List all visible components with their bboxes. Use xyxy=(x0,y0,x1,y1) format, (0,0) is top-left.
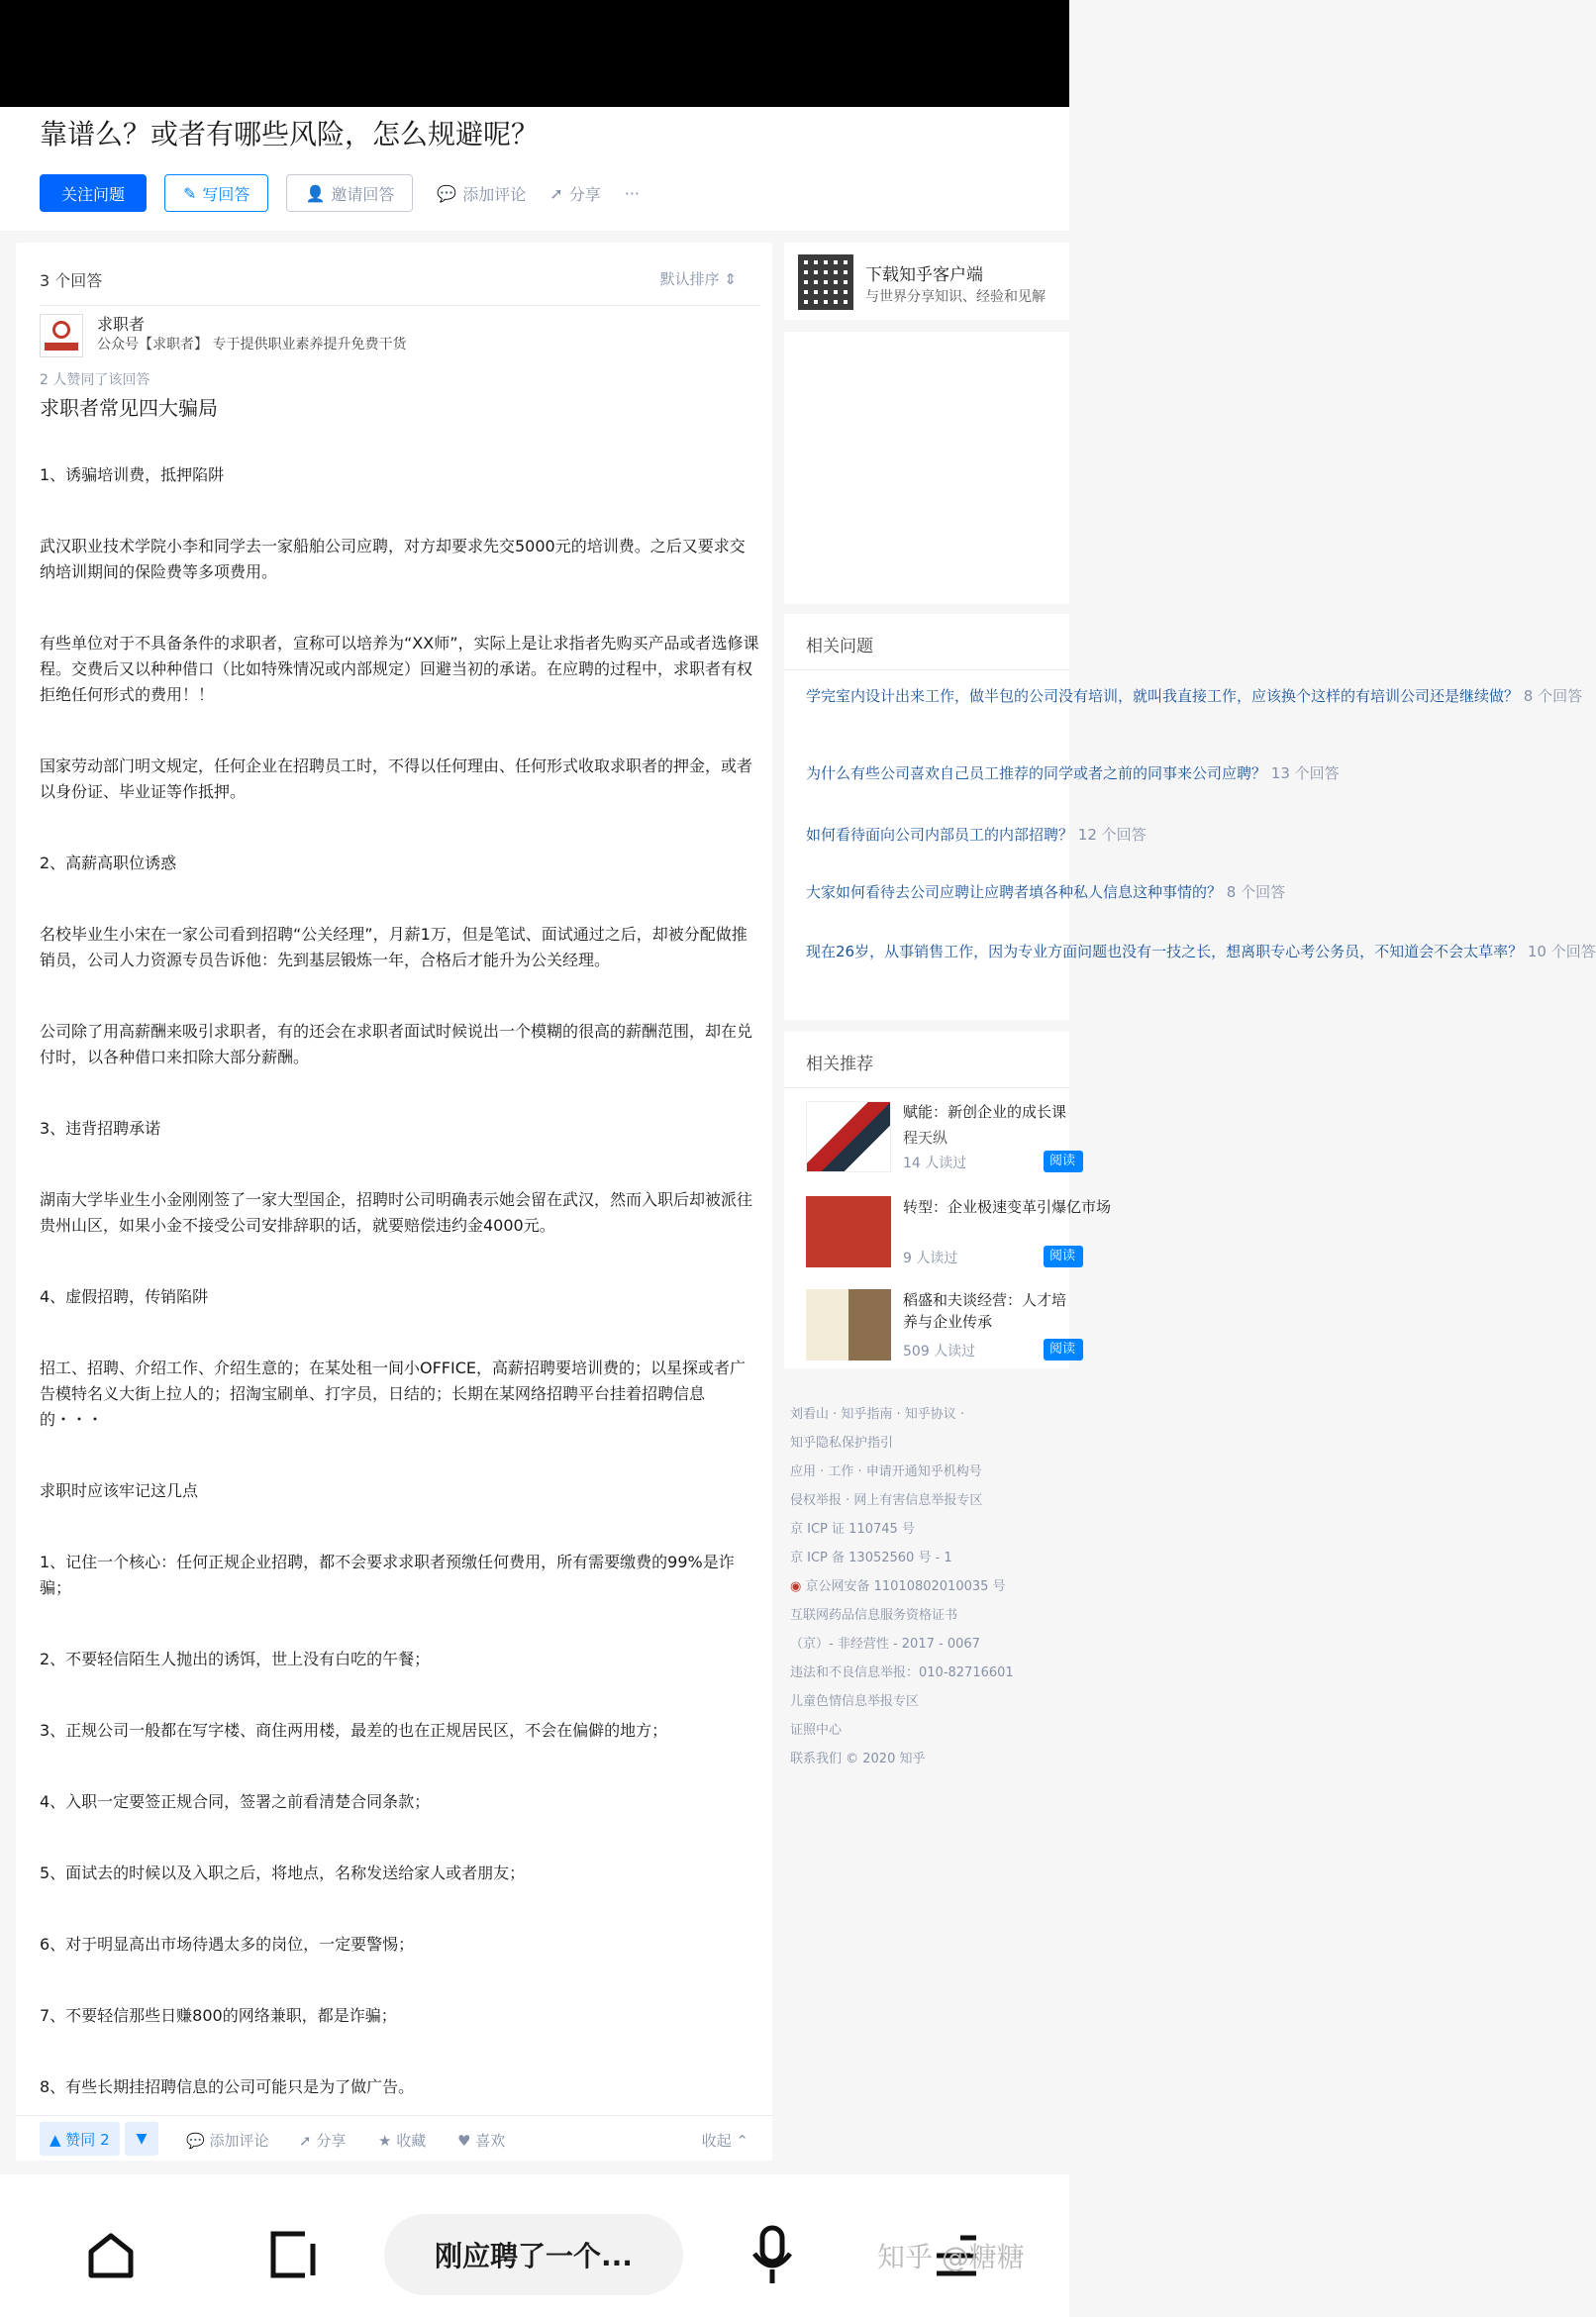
app-download-title: 下载知乎客户端 xyxy=(865,265,983,285)
paragraph: 名校毕业生小宋在一家公司看到招聘“公关经理”，月薪1万，但是笔试、面试通过之后，却被分配做推销员，公司人力资源专员告诉他：先到基层锻炼一年，合格后才能升为公关经理。 xyxy=(40,925,748,969)
avatar[interactable] xyxy=(40,314,83,357)
likes-summary: 2 人赞同了该回答 xyxy=(40,372,150,388)
recommendation-item[interactable] xyxy=(806,1196,1112,1279)
recommendation-title: 赋能：新创企业的成长课 xyxy=(903,1103,1067,1121)
more-button[interactable]: ··· xyxy=(624,183,640,203)
paragraph: 1、诱骗培训费，抵押陷阱 xyxy=(40,465,225,484)
answer-heading: 求职者常见四大骗局 xyxy=(40,396,218,420)
home-icon[interactable] xyxy=(83,2228,139,2283)
related-question-count: 10 个回答 xyxy=(1527,943,1596,960)
follow-question-button[interactable]: 关注问题 xyxy=(40,174,147,212)
like-label: 喜欢 xyxy=(475,2132,506,2150)
chevron-up-icon: ⌃ xyxy=(736,2132,748,2150)
paragraph: 有些单位对于不具备条件的求职者，宣称可以培养为“XX师”，实际上是让求指者先购买产品或者选修课程。交费后又以种种借口（比如特殊情况或内部规定）回避当初的承诺。在应聘的过程中，求职者有权拒绝任何形式的费用！！ xyxy=(40,634,759,704)
footer-link[interactable]: 知乎隐私保护指引 xyxy=(790,1436,894,1451)
paragraph: 3、正规公司一般都在写字楼、商住两用楼，最差的也在正规居民区，不会在偏僻的地方； xyxy=(40,1721,668,1740)
paragraph: 湖南大学毕业生小金刚刚签了一家大型国企，招聘时公司明确表示她会留在武汉，然而入职后却被派往贵州山区，如果小金不接受公司安排辞职的话，就要赔偿违约金4000元。 xyxy=(40,1190,753,1235)
add-comment-label: 添加评论 xyxy=(462,184,527,204)
recommendation-item[interactable] xyxy=(806,1289,1076,1372)
paragraph: 2、不要轻信陌生人抛出的诱饵，世上没有白吃的午餐； xyxy=(40,1650,431,1668)
related-question[interactable] xyxy=(806,941,1596,962)
footer-link[interactable]: 儿童色情信息举报专区 xyxy=(790,1694,920,1709)
related-question-text: 如何看待面向公司内部员工的内部招聘？ xyxy=(806,826,1074,844)
star-icon: ★ xyxy=(378,2132,397,2150)
author-description: 公众号【求职者】 专于提供职业素养提升免费干货 xyxy=(97,337,407,353)
invite-answer-button[interactable] xyxy=(286,174,413,212)
footer-text: （京）- 非经营性 - 2017 - 0067 xyxy=(790,1637,980,1652)
author-name[interactable]: 求职者 xyxy=(97,315,146,334)
paragraph: 5、面试去的时候以及入职之后，将地点，名称发送给家人或者朋友； xyxy=(40,1864,526,1882)
footer-text xyxy=(790,1572,1069,1601)
app-download-subtitle: 与世界分享知识、经验和见解 xyxy=(865,289,1046,305)
paragraph: 8、有些长期挂招聘信息的公司可能只是为了做广告。 xyxy=(40,2077,415,2096)
read-button[interactable]: 阅读 xyxy=(1044,1151,1083,1172)
recommendation-reads: 14 人读过 xyxy=(903,1156,967,1171)
comment-icon: 💬 xyxy=(186,2132,210,2150)
footer-link[interactable]: 侵权举报 · 网上有害信息举报专区 xyxy=(790,1493,983,1508)
comment-label: 添加评论 xyxy=(209,2132,269,2150)
read-button[interactable]: 阅读 xyxy=(1044,1339,1083,1360)
recommendations-card xyxy=(784,1032,1112,1368)
related-questions-card xyxy=(784,614,1596,1020)
footer-link[interactable]: 应用 · 工作 · 申请开通知乎机构号 xyxy=(790,1464,982,1479)
paragraph: 6、对于明显高出市场待遇太多的岗位，一定要警惕； xyxy=(40,1935,415,1954)
write-answer-label: 写回答 xyxy=(202,184,250,204)
collect-button[interactable] xyxy=(378,2130,426,2151)
paragraph: 国家劳动部门明文规定，任何企业在招聘员工时，不得以任何理由、任何形式收取求职者的押金，或者以身份证、毕业证等作抵押。 xyxy=(40,756,753,801)
add-user-icon: 👤 xyxy=(305,183,326,203)
related-question[interactable] xyxy=(806,824,1147,846)
related-question[interactable] xyxy=(806,685,1583,707)
question-header xyxy=(0,107,1069,231)
collect-label: 收藏 xyxy=(396,2132,427,2150)
sort-icon: ⇕ xyxy=(724,270,737,288)
police-badge-icon: ◉ xyxy=(790,1579,806,1594)
share-button[interactable] xyxy=(549,182,600,205)
answers-card xyxy=(16,243,772,2160)
answers-header xyxy=(40,256,760,306)
paragraph: 公司除了用高薪酬来吸引求职者，有的还会在求职者面试时候说出一个模糊的很高的薪酬范围，却在兑付时，以各种借口来扣除大部分薪酬。 xyxy=(40,1022,753,1066)
related-question[interactable] xyxy=(806,762,1340,784)
heart-icon: ♥ xyxy=(457,2132,476,2150)
recommendation-title: 稻盛和夫谈经营：人才培养与企业传承 xyxy=(903,1291,1067,1331)
paragraph: 招工、招聘、介绍工作、介绍生意的；在某处租一间小OFFICE，高薪招聘要培训费的；以星探或者广告模特名义大街上拉人的；招淘宝刷单、打字员，日结的；长期在某网络招聘平台挂着招聘信息的・・・ xyxy=(40,1359,747,1429)
related-question-count: 8 个回答 xyxy=(1226,883,1286,901)
paragraph: 4、虚假招聘，传销陷阱 xyxy=(40,1287,209,1306)
footer-link[interactable]: 证照中心 xyxy=(790,1723,843,1738)
related-question-text: 学完室内设计出来工作，做半包的公司没有培训，就叫我直接工作，应该换个这样的有培训公司还是继续做？ xyxy=(806,687,1520,705)
recommendation-reads: 509 人读过 xyxy=(903,1344,976,1360)
status-bar xyxy=(0,0,1069,107)
paragraph: 武汉职业技术学院小李和同学去一家船舶公司应聘，对方却要求先交5000元的培训费。之后又要求交纳培训期间的保险费等多项费用。 xyxy=(40,537,746,581)
write-answer-button[interactable] xyxy=(164,174,268,212)
add-comment-button[interactable] xyxy=(437,182,526,205)
related-questions-title: 相关问题 xyxy=(806,637,873,656)
paragraph: 2、高薪高职位诱惑 xyxy=(40,854,177,872)
ad-placeholder xyxy=(784,332,1069,604)
sort-dropdown[interactable] xyxy=(660,268,737,289)
sort-label: 默认排序 xyxy=(659,270,720,288)
share-icon: ➚ xyxy=(549,183,563,203)
qr-code-icon xyxy=(798,254,853,310)
recommendation-reads: 9 人读过 xyxy=(903,1251,958,1266)
book-cover xyxy=(806,1196,891,1267)
related-question-text: 大家如何看待去公司应聘让应聘者填各种私人信息这种事情的？ xyxy=(806,883,1223,901)
answer-count: 3 个回答 xyxy=(40,271,103,290)
answer-action-bar xyxy=(16,2115,772,2161)
recommendation-author: 程天纵 xyxy=(903,1129,948,1147)
related-question-count: 13 个回答 xyxy=(1270,764,1340,782)
comment-button[interactable] xyxy=(186,2130,268,2151)
search-pill[interactable]: 刚应聘了一个... xyxy=(384,2214,683,2295)
footer-text: 京 ICP 备 13052560 号 - 1 xyxy=(790,1551,952,1565)
book-cover xyxy=(806,1289,891,1360)
invite-answer-label: 邀请回答 xyxy=(331,184,395,204)
comment-icon: 💬 xyxy=(437,183,457,203)
recommendations-title: 相关推荐 xyxy=(806,1055,873,1074)
paragraph: 1、记住一个核心：任何正规企业招聘，都不会要求求职者预缴任何费用，所有需要缴费的99%是诈骗； xyxy=(40,1553,735,1597)
app-download-card[interactable] xyxy=(784,243,1069,320)
paragraph: 7、不要轻信那些日赚800的网络兼职，都是诈骗； xyxy=(40,2006,397,2025)
read-button[interactable]: 阅读 xyxy=(1044,1246,1083,1267)
footer-text: 京 ICP 证 110745 号 xyxy=(790,1522,915,1537)
recommendation-item[interactable] xyxy=(806,1101,1076,1184)
footer-text: 联系我们 © 2020 知乎 xyxy=(790,1752,926,1766)
related-question-count: 12 个回答 xyxy=(1077,826,1147,844)
tabs-icon[interactable] xyxy=(265,2228,321,2283)
question-title: 靠谱么？或者有哪些风险，怎么规避呢？ xyxy=(40,118,540,151)
microphone-icon[interactable] xyxy=(748,2224,796,2287)
answer-share-label: 分享 xyxy=(316,2132,347,2150)
paragraph: 求职时应该牢记这几点 xyxy=(40,1481,199,1500)
related-question-text: 现在26岁，从事销售工作，因为专业方面问题也没有一技之长，想离职专心考公务员，不知道会不会太草率？ xyxy=(806,943,1524,960)
footer-text: 违法和不良信息举报：010-82716601 xyxy=(790,1665,1014,1680)
pencil-icon: ✎ xyxy=(183,183,197,203)
answer-content xyxy=(40,393,760,2146)
sidebar-footer xyxy=(790,1400,1069,1773)
footer-link[interactable]: 刘看山 · 知乎指南 · 知乎协议 · xyxy=(790,1407,965,1422)
paragraph: 3、违背招聘承诺 xyxy=(40,1119,161,1138)
collapse-button[interactable] xyxy=(702,2130,748,2151)
share-label: 分享 xyxy=(568,184,601,204)
paragraph: 4、入职一定要签正规合同，签署之前看清楚合同条款； xyxy=(40,1792,431,1811)
footer-text-inner: 京公网安备 11010802010035 号 xyxy=(805,1579,1006,1594)
answer-share-button[interactable] xyxy=(299,2130,346,2151)
collapse-label: 收起 xyxy=(701,2132,732,2150)
book-cover xyxy=(806,1101,891,1172)
watermark: 知乎 @糖糖 xyxy=(877,2241,1025,2273)
upvote-button[interactable]: ▲ 赞同 2 xyxy=(40,2122,120,2156)
footer-link[interactable]: 互联网药品信息服务资格证书 xyxy=(790,1608,958,1623)
related-question-count: 8 个回答 xyxy=(1523,687,1583,705)
downvote-button[interactable]: ▼ xyxy=(125,2122,158,2156)
question-actions xyxy=(40,174,640,212)
related-question-text: 为什么有些公司喜欢自己员工推荐的同学或者之前的同事来公司应聘？ xyxy=(806,764,1267,782)
bottom-navigation xyxy=(0,2174,1069,2317)
share-icon: ➚ xyxy=(299,2132,317,2150)
recommendation-title: 转型：企业极速变革引爆亿市场 xyxy=(903,1198,1112,1216)
like-button[interactable] xyxy=(457,2130,505,2151)
related-question[interactable] xyxy=(806,881,1286,903)
